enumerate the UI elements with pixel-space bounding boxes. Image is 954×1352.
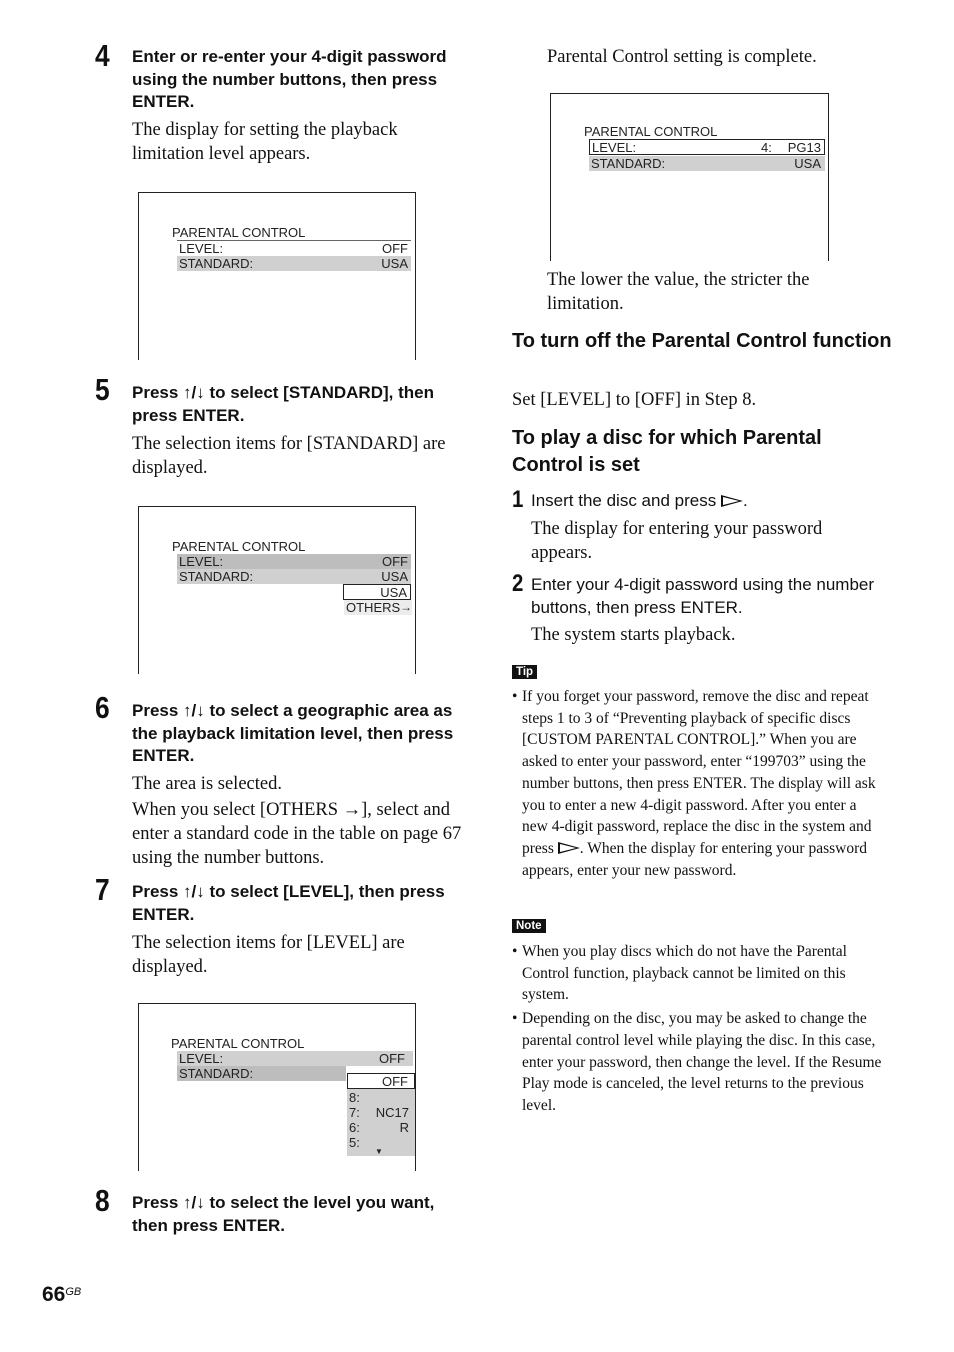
screen-title: PARENTAL CONTROL	[171, 1036, 305, 1051]
step-8-instruction: Press ↑/↓ to select the level you want, then press ENTER.	[132, 1193, 435, 1235]
heading-turn-off: To turn off the Parental Control function	[512, 330, 892, 352]
level-option-6[interactable]: 6: R	[349, 1120, 409, 1135]
standard-option-others[interactable]	[344, 600, 412, 615]
play-icon	[558, 842, 580, 854]
substep-1-number: 1	[512, 486, 524, 513]
screen-title: PARENTAL CONTROL	[584, 124, 718, 139]
note-item: • Depending on the disc, you may be asked to change the parental control level while playing the disc. In this case, enter your password, then change the level. If the Resume Play mode is canceled, the level returns to the previous level.	[512, 1008, 884, 1117]
level-label: LEVEL:	[179, 1051, 224, 1066]
tip-list	[512, 686, 884, 881]
note-list	[512, 941, 884, 1117]
standard-label: STANDARD:	[179, 1066, 254, 1081]
screen-title: PARENTAL CONTROL	[172, 225, 306, 240]
note-item: • When you play discs which do not have the Parental Control function, playback cannot be limited on this system.	[512, 941, 884, 1006]
tip-badge: Tip	[512, 665, 537, 679]
level-option-7[interactable]: 7: NC17	[349, 1105, 409, 1120]
standard-value: USA	[381, 569, 408, 584]
heading-play-disc: To play a disc for which Parental Control is set	[512, 427, 822, 476]
step-6-number: 6	[95, 690, 110, 725]
setting-complete-text: Parental Control setting is complete.	[547, 47, 817, 67]
level-label: LEVEL:	[592, 140, 637, 155]
standard-option-usa[interactable]	[343, 584, 411, 600]
step-5-description: The selection items for [STANDARD] are displayed.	[132, 434, 446, 478]
step-6-instruction: Press ↑/↓ to select a geographic area as the playback limitation level, then press ENTER.	[132, 701, 454, 765]
step-5-number: 5	[95, 372, 110, 407]
level-label: LEVEL:	[179, 241, 224, 256]
screen-title: PARENTAL CONTROL	[172, 539, 306, 554]
screen-parental-control-1	[138, 192, 416, 360]
turn-off-text: Set [LEVEL] to [OFF] in Step 8.	[512, 390, 757, 410]
step-4-description: The display for setting the playback limitation level appears.	[132, 120, 398, 164]
page-number: $66^{GB}$	[42, 1283, 82, 1306]
standard-value: USA	[381, 256, 408, 271]
stricter-limitation-text: The lower the value, the stricter the limitation.	[547, 270, 810, 314]
level-value: OFF	[379, 1051, 405, 1066]
step-6-description-1: The area is selected.	[132, 774, 282, 794]
screen-parental-control-4	[550, 93, 829, 261]
page-suffix: GB	[65, 1286, 82, 1298]
play-icon	[721, 495, 743, 507]
substep-2-number: 2	[512, 570, 524, 597]
tip-item: • If you forget your password, remove the disc and repeat steps 1 to 3 of “Preventing playback of specific discs [CUSTOM PARENTAL CONTROL].” When you are asked to enter your password, enter “199703” using the number buttons, then press ENTER. The display will ask you to enter a new 4-digit password. After you enter a new 4-digit password, replace the disc in the system and press . When the display for entering your password appears, enter your new password.	[512, 686, 884, 881]
level-label: LEVEL:	[179, 554, 224, 569]
screen-parental-control-2	[138, 506, 416, 674]
level-value: OFF	[382, 241, 408, 256]
level-value: PG13	[787, 140, 821, 155]
step-4-number: 4	[95, 38, 110, 73]
step-7-number: 7	[95, 872, 110, 907]
step-5-instruction: Press ↑/↓ to select [STANDARD], then press ENTER.	[132, 383, 434, 425]
option-label: USA	[380, 585, 407, 600]
standard-label: STANDARD:	[591, 156, 666, 171]
level-option-5[interactable]: 5:	[349, 1135, 360, 1150]
option-label: OTHERS	[346, 600, 401, 615]
level-option-8[interactable]: 8:	[349, 1090, 360, 1105]
standard-label: STANDARD:	[179, 256, 254, 271]
level-options-list[interactable]	[347, 1089, 415, 1156]
standard-value: USA	[794, 156, 821, 171]
substep-1-description: The display for entering your password appears.	[531, 519, 823, 563]
step-8-number: 8	[95, 1183, 110, 1218]
note-badge: Note	[512, 919, 546, 933]
scroll-down-icon[interactable]: ▼	[375, 1147, 383, 1156]
standard-label: STANDARD:	[179, 569, 254, 584]
level-value: OFF	[382, 554, 408, 569]
level-number: 4:	[761, 140, 772, 155]
step-7-instruction: Press ↑/↓ to select [LEVEL], then press ENTER.	[132, 882, 445, 924]
substep-2-description: The system starts playback.	[531, 625, 736, 645]
substep-1-instruction: Insert the disc and press .	[531, 491, 748, 510]
option-label: OFF	[382, 1074, 408, 1089]
step-6-description-2: When you select [OTHERS →], select and enter a standard code in the table on page 67 using the number buttons.	[132, 800, 462, 868]
screen-parental-control-3	[138, 1003, 416, 1171]
right-arrow-icon: →	[400, 600, 412, 614]
step-4-instruction: Enter or re-enter your 4-digit password using the number buttons, then press ENTER.	[132, 47, 447, 111]
step-7-description: The selection items for [LEVEL] are displayed.	[132, 933, 405, 977]
substep-2-instruction: Enter your 4-digit password using the number buttons, then press ENTER.	[531, 575, 875, 617]
level-option-off[interactable]	[347, 1073, 415, 1089]
